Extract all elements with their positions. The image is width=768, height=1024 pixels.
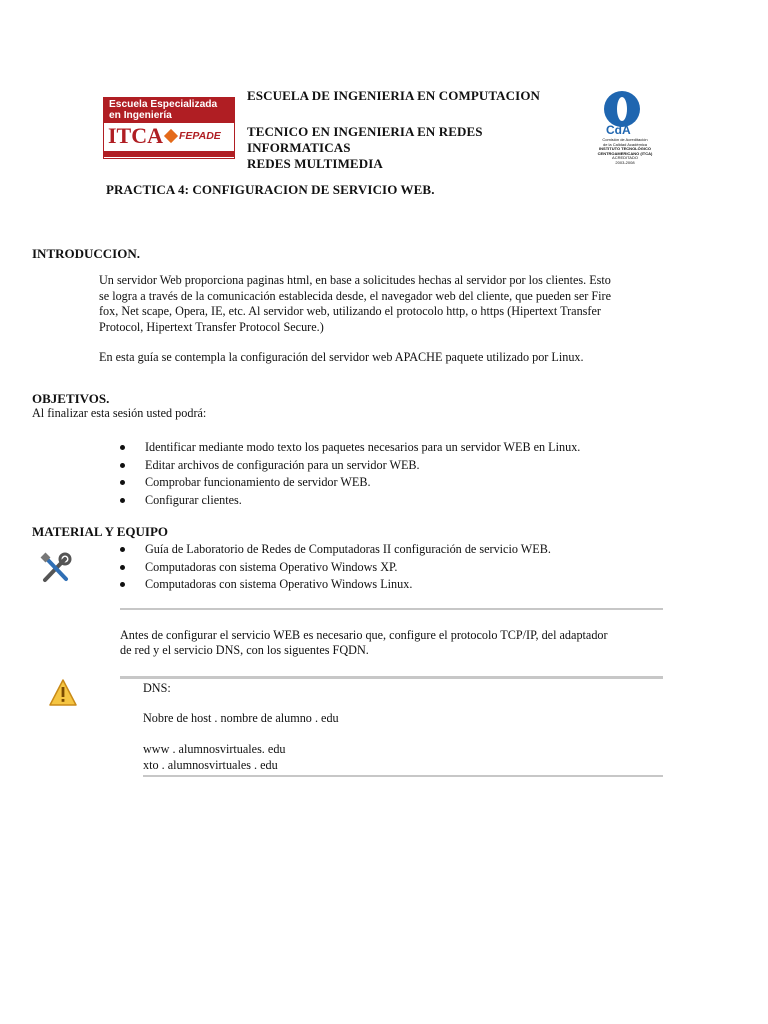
cda-line5: ACREDITADO bbox=[612, 155, 638, 160]
cda-line1: Comisión de Acreditación bbox=[602, 137, 648, 142]
note-top-divider bbox=[120, 608, 663, 610]
itca-logo-line1: Escuela Especializada bbox=[109, 99, 218, 110]
itca-logo-footer-bar bbox=[104, 151, 234, 157]
list-item: Guía de Laboratorio de Redes de Computadoras II configuración de servicio WEB. bbox=[119, 541, 551, 559]
itca-logo bbox=[103, 97, 235, 159]
career-line1: TECNICO EN INGENIERIA EN REDES bbox=[247, 124, 483, 139]
list-item: Comprobar funcionamiento de servidor WEB. bbox=[119, 474, 580, 492]
intro-heading: INTRODUCCION. bbox=[32, 246, 140, 261]
itca-logo-line2: en Ingeniería bbox=[109, 110, 172, 121]
cda-emblem-inner bbox=[617, 97, 627, 121]
intro-line-3: fox, Net scape, Opera, IE, etc. Al servidor web, utilizando el protocolo http, o https (Hipertext Transfer bbox=[99, 304, 601, 318]
warning-host: Nobre de host . nombre de alumno . edu bbox=[143, 711, 339, 725]
intro-line-2: se logra a través de la comunicación establecida desde, el navegador web del cliente, que pueden ser Fire bbox=[99, 288, 611, 303]
intro-paragraph-2: En esta guía se contempla la configuración del servidor web APACHE paquete utilizado por Linux. bbox=[99, 350, 584, 364]
cda-line6: 2003-2008 bbox=[615, 159, 635, 165]
career-line2: INFORMATICAS bbox=[247, 140, 351, 155]
cda-line3: INSTITUTO TECNOLÓGICO bbox=[599, 146, 651, 151]
list-item: Configurar clientes. bbox=[119, 492, 580, 510]
school-name: ESCUELA DE INGENIERIA EN COMPUTACION bbox=[247, 88, 541, 103]
note-bottom-divider bbox=[120, 676, 663, 679]
cda-line2: de la Calidad Académica bbox=[602, 141, 648, 147]
intro-line-1: Un servidor Web proporciona paginas html, en base a solicitudes hechas al servidor por los clientes. Esto bbox=[99, 273, 611, 287]
objectives-lead: Al finalizar esta sesión usted podrá: bbox=[32, 406, 207, 420]
intro-line-4: Protocol, Hipertext Transfer Protocol Secure.) bbox=[99, 319, 324, 334]
itca-logo-brand: ITCA bbox=[108, 123, 164, 148]
itca-logo-partner: FEPADE bbox=[179, 130, 221, 142]
practice-title: PRACTICA 4: CONFIGURACION DE SERVICIO WEB. bbox=[106, 182, 435, 197]
material-list bbox=[119, 541, 551, 594]
list-item: Computadoras con sistema Operativo Windows Linux. bbox=[119, 576, 551, 594]
cda-logo bbox=[584, 90, 666, 170]
note-line-1: Antes de configurar el servicio WEB es necesario que, configure el protocolo TCP/IP, del adaptador bbox=[120, 628, 608, 642]
intro-paragraph bbox=[99, 273, 669, 335]
warning-icon bbox=[48, 678, 78, 708]
warning-fqdn-1: www . alumnosvirtuales. edu bbox=[143, 742, 286, 756]
cda-brand: CdA bbox=[606, 123, 631, 137]
warning-bottom-divider bbox=[143, 775, 663, 777]
fepade-icon bbox=[164, 129, 178, 143]
subject-name: REDES MULTIMEDIA bbox=[247, 156, 383, 171]
material-heading: MATERIAL Y EQUIPO bbox=[32, 524, 169, 539]
objectives-heading: OBJETIVOS. bbox=[32, 391, 110, 406]
cda-line4: CENTROAMERICANO (ITCA) bbox=[597, 150, 653, 156]
warning-label: DNS: bbox=[143, 681, 171, 695]
warning-fqdn-2: xto . alumnosvirtuales . edu bbox=[143, 758, 278, 772]
tools-icon bbox=[38, 550, 74, 586]
note-line-2: de red y el servicio DNS, con los siguentes FQDN. bbox=[120, 643, 369, 657]
objectives-list bbox=[119, 439, 580, 509]
list-item: Editar archivos de configuración para un servidor WEB. bbox=[119, 457, 580, 475]
list-item: Computadoras con sistema Operativo Windows XP. bbox=[119, 559, 551, 577]
list-item: Identificar mediante modo texto los paquetes necesarios para un servidor WEB en Linux. bbox=[119, 439, 580, 457]
